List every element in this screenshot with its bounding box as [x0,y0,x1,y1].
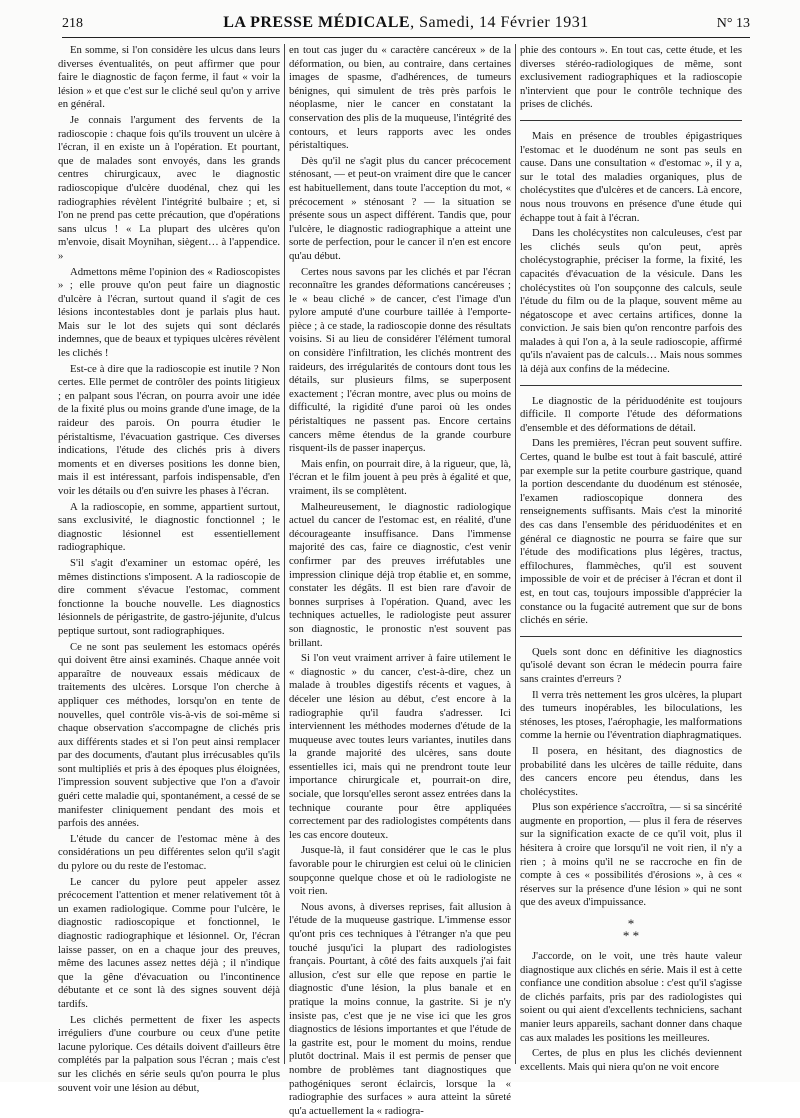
section-rule [520,636,742,637]
paragraph: Quels sont donc en définitive les diagnostics qu'isolé devant son écran le médecin pourra faire sans craintes d'erreurs ? [520,645,742,685]
asterism-bottom: * * [622,928,640,944]
column-3 [520,44,742,1073]
paragraph: en tout cas juger du « caractère cancéreux » de la déformation, ou bien, au contraire, dans certaines images de spasme, d'adhérences, de tumeurs bénignes, qui simulent de très près parfois le néoplasme, nier le cancer en constatant la conservation des plis de la muqueuse, l'intégrité des contours, et leurs rapports avec les ondes péristaltiques. [289,44,511,152]
paragraph: En somme, si l'on considère les ulcus dans leurs diverses éventualités, on peut affirmer que pour faire le diagnostic de façon ferme, il faut « voir la lésion » et que c'est sur le cliché seul qu'on y arrive en général. [58,44,280,111]
paragraph: Mais enfin, on pourrait dire, à la rigueur, que, là, l'écran et le film jouent à peu près à égalité et que, vraiment, ils se complètent. [289,457,511,497]
column-1 [58,44,280,1094]
paragraph: Ce ne sont pas seulement les estomacs opérés qui doivent être ainsi examinés. Chaque année voit apparaître de nouveaux essais médicaux de traitements des ulcères. Lorsque l'on cherche à appliquer ces méthodes, lorsqu'on en tente de nouvelles, quel contrôle vis-à-vis de soi-même si chaque observation s'accompagne de clichés pris aux différents stades et si l'on peut ainsi remplacer par des documents, d'autant plus irrécusables qu'ils sont multipliés et pris à des époques plus éloignées, l'impression souvent subjective que l'on a d'avoir guéri cette maladie qui, spontanément, a cessé de se manifester cliniquement pendant des mois et parfois des années. [58,640,280,830]
header-rule [62,37,750,38]
paragraph: Dès qu'il ne s'agit plus du cancer précocement sténosant, — et peut-on vraiment dire que le cancer est habituellement, dans toute l'acception du mot, « précocement » sténosant ? — la situation se présente sous un aspect différent. Tandis que, pour l'ulcère, le diagnostic radiographique a atteint une sorte de perfection, pour le cancer il n'en est encore qu'au début. [289,154,511,262]
column-2 [289,44,511,1117]
paragraph: Admettons même l'opinion des « Radioscopistes » ; elle prouve qu'on peut faire un diagnostic d'ulcère à l'écran, surtout quand il s'agit de ces lésions incontestables dont je parlais plus haut. Mais sur le lot des sujets qui sont déclarés indemnes, que de beaux et typiques ulcères révèlent les clichés ! [58,265,280,360]
paragraph: Le diagnostic de la périduodénite est toujours difficile. Il comporte l'étude des déformations d'ensemble et des déformations de détail. [520,394,742,434]
paragraph: Dans les premières, l'écran peut souvent suffire. Certes, quand le bulbe est tout à fait basculé, attiré par exemple sur la petite courbure gastrique, quand la portion descendante du duodénum est sténosée, l'examen radioscopique donnera des renseignements suffisants. Mais c'est la minorité des cas dans l'ensemble des périduodénites et en général ce diagnostic ne pourra se faire que sur l'étude des modifications plus légères, tractus, effilochures, flammèches, qu'il est souvent impossible de voir et de préciser à l'écran et dont il est, en tout cas, toujours impossible d'apprécier la constance ou la fugacité autrement que sur de bons clichés en série. [520,437,742,627]
column-divider [284,44,285,1064]
paragraph: phie des contours ». En tout cas, cette étude, et les diverses stéréo-radiologiques de même, sont exclusivement radiographiques et la radioscopie n'intervient que pour le contrôle technique des prises de clichés. [520,44,742,111]
paragraph: Nous avons, à diverses reprises, fait allusion à l'étude de la muqueuse gastrique. L'immense essor qu'ont pris ces techniques à l'étranger n'a que peu touché jusqu'ici la plupart des radiologistes français. Pourtant, à côté des faits auxquels j'ai fait allusion, c'est sur elle que repose en partie le diagnostic d'une lésion, la plus banale et en pratique la moins connue, la gastrite. Si je n'y insiste pas, c'est que je ne vise ici que les gros diagnostics de lésions importantes et que l'étude de la gastrite est, pour le moment du moins, rendue plutôt doctrinal. Mais il est permis de penser que nombre de problèmes tant diagnostiques que pathogéniques seront éclaircis, lorsque la « radiographie des surfaces » aura atteint la sûreté qu'a actuellement la « radiogra- [289,900,511,1117]
running-header [62,14,750,34]
journal-name: LA PRESSE MÉDICALE [223,14,411,31]
paragraph: Je connais l'argument des fervents de la radioscopie : chaque fois qu'ils trouvent un ulcère à l'écran, il en existe un à l'opération. Et pourtant, que de malades sont envoyés, dans les grands centres chirurgicaux, avec le diagnostic radioscopique d'ulcère duodénal, chez qui les radiographies révèlent l'intégrité bulbaire ; et, si l'on ne prend pas cette précaution, que d'opérations sans ulcus ! « La plupart des ulcères qu'on m'envoie, disait Moynihan, siègent… à l'appendice. » [58,113,280,262]
paragraph: Dans les cholécystites non calculeuses, c'est par les clichés seuls qu'on peut, après cholécystographie, préciser la forme, la fixité, les capacités d'évacuation de la vésicule. Dans les cholécystites où l'on soupçonne des calculs, seule l'étude du film ou de la plaque, souvent même au négatoscope et avec certains artifices, donne la conviction. Je sais bien qu'on rencontre parfois des malades à qui l'on a, à la seule radioscopie, affirmé qu'ils n'avaient pas de calculs… Mais nous sommes là déjà aux confins de la médecine. [520,227,742,376]
paragraph: Le cancer du pylore peut appeler assez précocement l'attention et mener relativement tôt à un examen radiologique. Comme pour l'ulcère, le diagnostic radioscopique et fonctionnel, le diagnostic radiographique et lésionnel. Or, l'écran laisse passer, on en a chaque jour des preuves, même des lacunes assez nettes déjà ; il n'indique que la gêne d'évacuation ou l'incontinence débutante et ce sont là des signes souvent déjà tardifs. [58,875,280,1010]
paragraph: J'accorde, on le voit, une très haute valeur diagnostique aux clichés en série. Mais il est à cette confiance une condition absolue : c'est qu'il s'agisse de clichés parfaits, pris par des radiologistes qui soient ou qui aient d'excellents techniciens, sachant manier leurs appareils, sachant donner dans chaque cas aux malades les positions les meilleures. [520,950,742,1044]
paragraph: Si l'on veut vraiment arriver à faire utilement le « diagnostic » du cancer, c'est-à-dire, chez un malade à troubles digestifs récents et vagues, à déceler une lésion au début, c'est encore à la radiographie qu'il faudra s'adresser. Ici interviennent les méthodes modernes d'étude de la muqueuse avec toutes leurs variantes, inutiles dans la grande majorité des ulcères, sans doute essentielles ici, mais qui ne prendront toute leur importance chirurgicale et, pourrait-on dire, sociale, que lorsqu'elles seront assez entrées dans la technique courante pour être appliquées correctement par des radiologistes compétents dans les cas encore douteux. [289,652,511,841]
paragraph: Certes, de plus en plus les clichés deviennent excellents. Mais qui niera qu'on ne voit encore [520,1047,742,1073]
paragraph: A la radioscopie, en somme, appartient surtout, sans exclusivité, le diagnostic fonctionnel ; le diagnostic lésionnel est essentiellement radiographique. [58,500,280,554]
paragraph: S'il s'agit d'examiner un estomac opéré, les mêmes distinctions s'imposent. A la radioscopie de dire comment s'évacue l'estomac, comment fonctionne la bouche nouvelle. Les diagnostics lésionnels de périgastrite, de gastro-jéjunite, d'ulcus peptique surtout, sont radiographiques. [58,556,280,637]
paragraph: Il posera, en hésitant, des diagnostics de probabilité dans les ulcères de taille réduite, dans des cancers encore peu étendus, dans les cholécystites. [520,744,742,798]
section-rule [520,120,742,121]
issue-date: , Samedi, 14 Février 1931 [410,14,589,31]
paragraph: Certes nous savons par les clichés et par l'écran reconnaître les grandes déformations cancéreuses ; le « beau cliché » de cancer, c'est l'image d'un pylore amputé d'une courbure taillée à l'emporte-pièce ; à ce stade, la radioscopie donne des résultats voisins. Si au lieu de considérer l'élément tumoral on considère l'infiltration, les clichés montrent des raideurs, des irrégularités de contours dont tous les détails, sur plusieurs films, se superposent exactement ; l'écran montre, avec plus ou moins de difficulté, la rigidité d'une paroi où les ondes péristaltiques ne passent pas. Encore certains cancers même étendus de la grande courbure risquent-ils de passer inaperçus. [289,265,511,455]
paragraph: Les clichés permettent de fixer les aspects irréguliers d'une courbure ou ceux d'une petite lacune pylorique. Ces détails doivent d'ailleurs être complétés par la palpation sous l'écran ; mais c'est sur les clichés en série seuls qu'on pourra le plus souvent voir une lésion au début, [58,1013,280,1094]
section-rule [520,385,742,386]
paragraph: Mais en présence de troubles épigastriques l'estomac et le duodénum ne sont pas seuls en cause. Dans une consultation « d'estomac », il y a, sur le total des maladies organiques, plus de cholécystites que d'ulcères et de cancers. Là encore, nous nous trouvons en présence d'une étude qui échappe tout à fait à l'écran. [520,129,742,224]
issue-number: N° 13 [716,16,750,31]
paragraph: Jusque-là, il faut considérer que le cas le plus favorable pour le chirurgien est celui où le clinicien soupçonne quelque chose et où le radiologiste ne voit rien. [289,844,511,898]
paragraph: Malheureusement, le diagnostic radiologique actuel du cancer de l'estomac est, en réalité, d'une décourageante insuffisance. Dans l'immense majorité des cas, faire ce diagnostic, c'est venir confirmer par des preuves irréfutables une impression clinique déjà trop établie et, en somme, constater les dégâts. Il est bien rare d'avoir de bonnes surprises à l'opération. Quand, avec les techniques actuelles, le radiologiste peut assurer son diagnostic, le pronostic n'est souvent pas brillant. [289,500,511,649]
paragraph: L'étude du cancer de l'estomac mène à des considérations un peu différentes selon qu'il s'agit du pylore ou du reste de l'estomac. [58,832,280,873]
paragraph: Il verra très nettement les gros ulcères, la plupart des tumeurs inopérables, les biloculations, les sténoses, les ptoses, l'aérophagie, les malformations comme la hernie ou l'éventration diaphragmatiques. [520,688,742,742]
paragraph: Est-ce à dire que la radioscopie est inutile ? Non certes. Elle permet de contrôler des points litigieux ; en palpant sous l'écran, on pourra avoir une idée de la fixité plus ou moins grande d'une image, de la raideur des parois. On pourra étudier le péristaltisme, l'évacuation gastrique. Ces diverses indications, l'étude des clichés pris à divers moments et en diverses positions les donne bien, mais il est intéressant, parfois indispensable, d'en voir les détails ou d'en suivre les phases à l'écran. [58,362,280,497]
page-number: 218 [62,16,83,31]
journal-title [62,14,750,32]
asterism-top: * [627,916,635,932]
column-divider [515,44,516,1064]
section-asterism [520,918,742,942]
paragraph: Plus son expérience s'accroîtra, — si sa sincérité augmente en proportion, — plus il fera de réserves sur la signification exacte de ce qu'il voit, plus il hésitera à croire que lorsqu'il ne voit rien, il n'y a rien ; à moins qu'il ne se raccroche en fin de compte à ces « possibilités d'érosions », à ces « réserves sur la présence d'une lésion » qui ne sont que des aveux d'impuissance. [520,801,742,909]
